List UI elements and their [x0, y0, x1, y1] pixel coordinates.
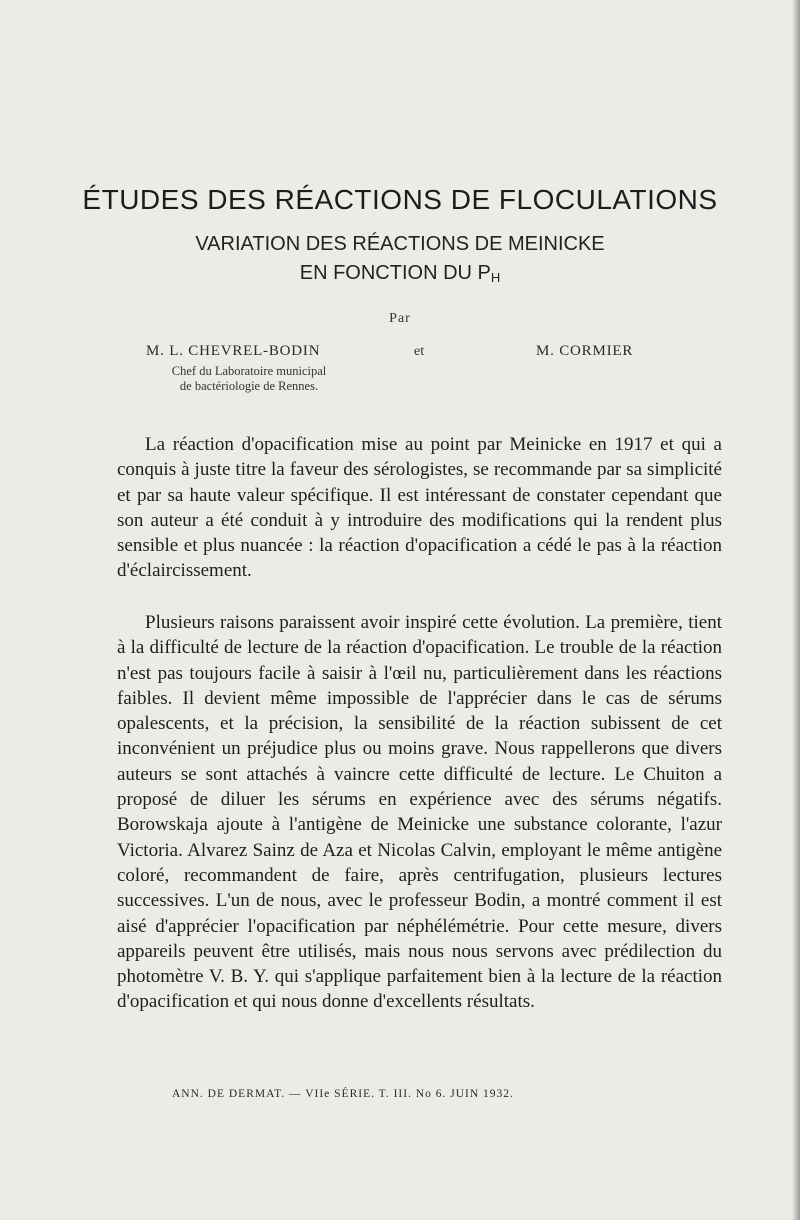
article-subtitle-line1: VARIATION DES RÉACTIONS DE MEINICKE — [195, 233, 605, 255]
affiliation-line1: Chef du Laboratoire municipal — [171, 364, 327, 378]
article-subtitle-line2 — [0, 262, 800, 285]
journal-citation-footer: ANN. DE DERMAT. — VIIe SÉRIE. T. III. No 6. JUIN 1932. — [172, 1088, 514, 1100]
page-edge-shadow — [792, 0, 800, 1220]
body-paragraph-2: Plusieurs raisons paraissent avoir inspiré cette évolution. La première, tient à la difficulté de lecture de la réaction d'opacification. Le trouble de la réaction n'est pas toujours facile à saisir à l'œil nu, particulièrement dans les réactions faibles. Il devient même impossible de l'apprécier dans le cas de sérums opalescents, et la précision, la sensibilité de la réaction subissent de cet inconvénient un préjudice plus ou moins grave. Nous rappellerons que divers auteurs se sont attachés à vaincre cette difficulté de lecture. Le Chuiton a proposé de diluer les sérums en expérience avec des sérums négatifs. Borowskaja ajoute à l'antigène de Meinicke une substance colorante, l'azur Victoria. Alvarez Sainz de Aza et Nicolas Calvin, employant le même antigène coloré, recommandent de faire, après centrifugation, plusieurs lectures successives. L'un de nous, avec le professeur Bodin, a montré comment il est aisé d'apprécier l'opacification par néphélémétrie. Pour cette mesure, divers appareils peuvent être utilisés, mais nous nous servons avec prédilection du photomètre V. B. Y. qui s'applique parfaitement bien à la lecture de la réaction d'opacification et qui nous donne d'excellents résultats. — [117, 612, 722, 1013]
author-conjunction: et — [414, 344, 425, 359]
article-title: ÉTUDES DES RÉACTIONS DE FLOCULATIONS — [82, 184, 718, 215]
author-2: M. CORMIER — [536, 343, 634, 359]
subtitle-subscript: H — [490, 270, 501, 285]
byline-par: Par — [389, 311, 411, 326]
affiliation-line2: de bactériologie de Rennes. — [179, 379, 319, 393]
body-paragraph-1: La réaction d'opacification mise au point par Meinicke en 1917 et qui a conquis à juste titre la faveur des sérologistes, se recommande par sa simplicité et par sa haute valeur spécifique. Il est intéressant de constater cependant que son auteur a été conduit à y introduire des modifications qui la rendent plus sensible et plus nuancée : la réaction d'opacification a cédé le pas à la réaction d'éclaircissement. — [117, 434, 722, 582]
author-1: M. L. CHEVREL-BODIN — [146, 343, 321, 359]
subtitle-main-text: EN FONCTION DU P — [299, 262, 491, 284]
